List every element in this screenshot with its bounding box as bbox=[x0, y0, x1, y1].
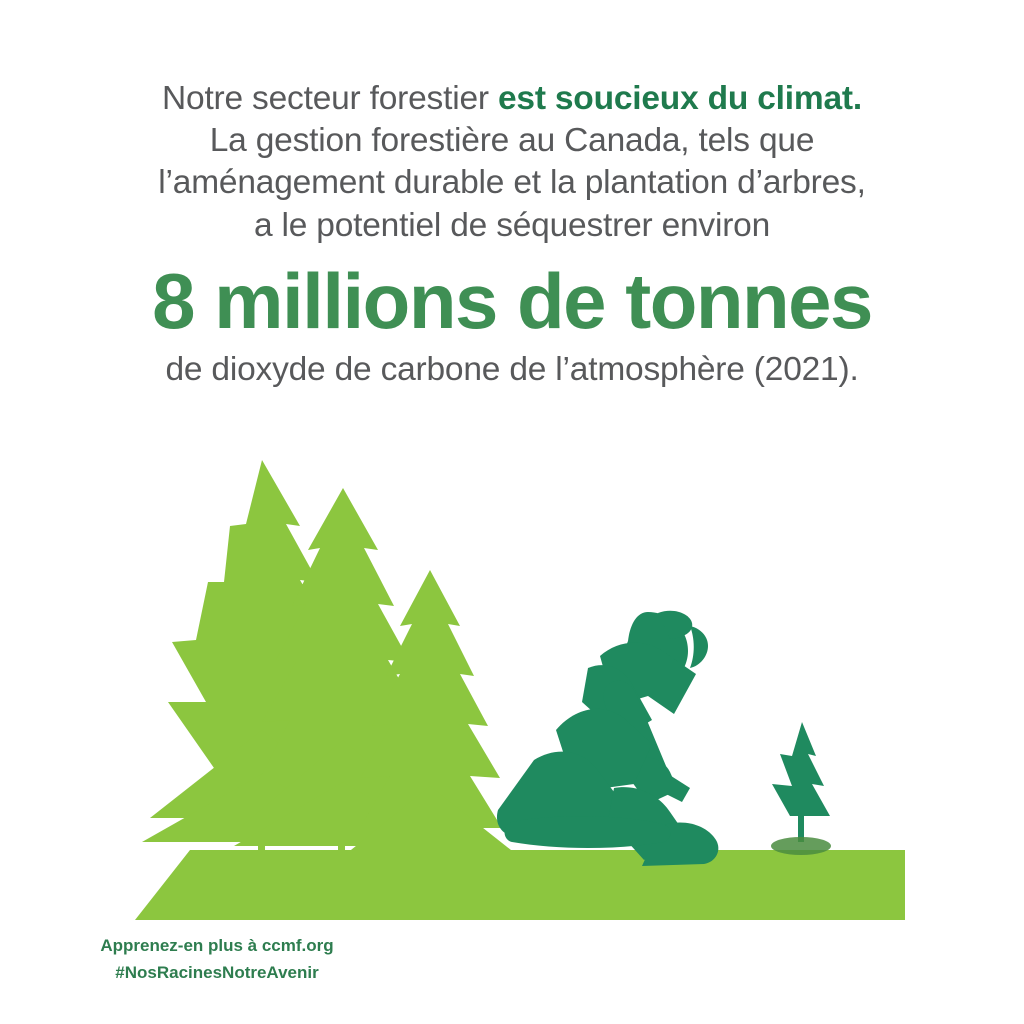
headline-line-2: La gestion forestière au Canada, tels que bbox=[209, 122, 815, 160]
sapling-icon bbox=[771, 722, 831, 855]
headline-line-1 bbox=[60, 78, 964, 120]
footer-hashtag[interactable]: #NosRacinesNotreAvenir bbox=[115, 962, 319, 982]
big-statistic: 8 millions de tonnes bbox=[152, 256, 872, 345]
headline-line-3: l’aménagement durable et la plantation d’arbres, bbox=[158, 164, 866, 202]
headline-line-4: a le potentiel de séquestrer environ bbox=[253, 206, 771, 244]
headline-line-5: de dioxyde de carbone de l’atmosphère (2021). bbox=[165, 350, 859, 388]
footer-block bbox=[72, 933, 362, 986]
ground-strip-icon bbox=[135, 850, 905, 920]
headline-block bbox=[60, 78, 964, 391]
headline-line-1-plain: Notre secteur forestier bbox=[162, 80, 498, 117]
headline-line-1-emphasis: est soucieux du climat. bbox=[497, 80, 862, 117]
footer-learn-more[interactable]: Apprenez-en plus à ccmf.org bbox=[100, 936, 334, 956]
tree-planter-figure-icon bbox=[497, 611, 718, 866]
illustration-tree-planter-scene bbox=[0, 430, 1024, 940]
